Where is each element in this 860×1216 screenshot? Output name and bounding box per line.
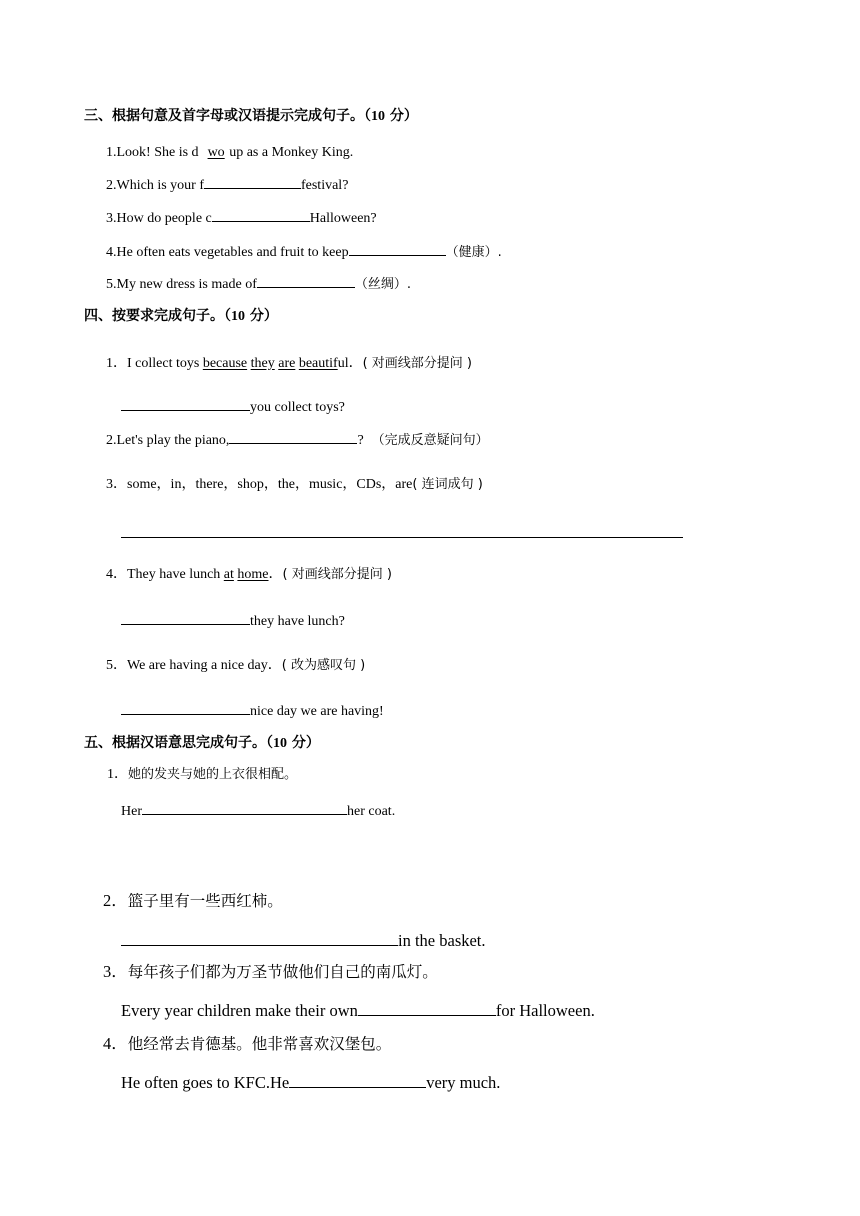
answer-blank[interactable]: [229, 442, 357, 444]
answer-blank[interactable]: [358, 1015, 496, 1016]
s3-q1-filled-blank[interactable]: wo: [207, 145, 225, 160]
section-3-heading: 三、根据句意及首字母或汉语提示完成句子。（10 分）: [84, 108, 418, 124]
s5-question-1: 1．她的发夹与她的上衣很相配。: [107, 767, 298, 782]
section-4-heading: 四、按要求完成句子。（10 分）: [84, 308, 278, 324]
s3-question-4: 4.He often eats vegetables and fruit to keep （健康）.: [106, 245, 502, 260]
s4-answer-3-line[interactable]: [121, 537, 683, 538]
answer-blank[interactable]: [349, 254, 446, 256]
s4-answer-4: they have lunch?: [121, 615, 345, 629]
s5-answer-3: Every year children make their own for Halloween.: [121, 1001, 595, 1020]
s5-answer-2: in the basket.: [121, 933, 486, 950]
s4-question-5: 5．We are having a nice day．( 改为感叹句 ): [106, 658, 366, 673]
answer-blank[interactable]: [289, 1087, 426, 1088]
s5-question-4: 4．他经常去肯德基。他非常喜欢汉堡包。: [103, 1034, 392, 1053]
s5-answer-1: Her her coat.: [121, 804, 396, 819]
s5-question-2: 2．篮子里有一些西红柿。: [103, 891, 283, 910]
answer-blank[interactable]: [121, 409, 250, 411]
s3-question-3: 3.How do people c Halloween?: [106, 211, 377, 226]
s5-answer-4: He often goes to KFC.He very much.: [121, 1073, 501, 1092]
answer-blank[interactable]: [257, 286, 355, 288]
s4-question-1: 1．I collect toys because they are beautiful．( 对画线部分提问 ): [106, 356, 473, 371]
section-5-heading: 五、根据汉语意思完成句子。（10 分）: [84, 735, 320, 751]
s4-question-3: 3．some，in，there，shop，the，music，CDs，are( 连词成句 ): [106, 477, 483, 492]
s3-question-2: 2.Which is your f festival?: [106, 178, 349, 193]
answer-blank[interactable]: [121, 623, 250, 625]
s3-question-5: 5.My new dress is made of （丝绸）.: [106, 277, 412, 292]
s5-question-3: 3．每年孩子们都为万圣节做他们自己的南瓜灯。: [103, 962, 438, 981]
s4-answer-1: you collect toys?: [121, 401, 345, 415]
answer-blank[interactable]: [204, 187, 301, 189]
answer-blank[interactable]: [142, 813, 347, 815]
s4-answer-5: nice day we are having!: [121, 705, 384, 719]
answer-blank[interactable]: [121, 713, 250, 715]
s3-question-1: 1.Look! She is d wo up as a Monkey King.: [106, 145, 354, 160]
s4-question-4: 4．They have lunch at home．( 对画线部分提问 ): [106, 567, 392, 582]
answer-blank[interactable]: [121, 945, 398, 946]
answer-blank[interactable]: [212, 220, 310, 222]
s4-question-2: 2.Let's play the piano, ? （完成反意疑问句）: [106, 433, 489, 448]
